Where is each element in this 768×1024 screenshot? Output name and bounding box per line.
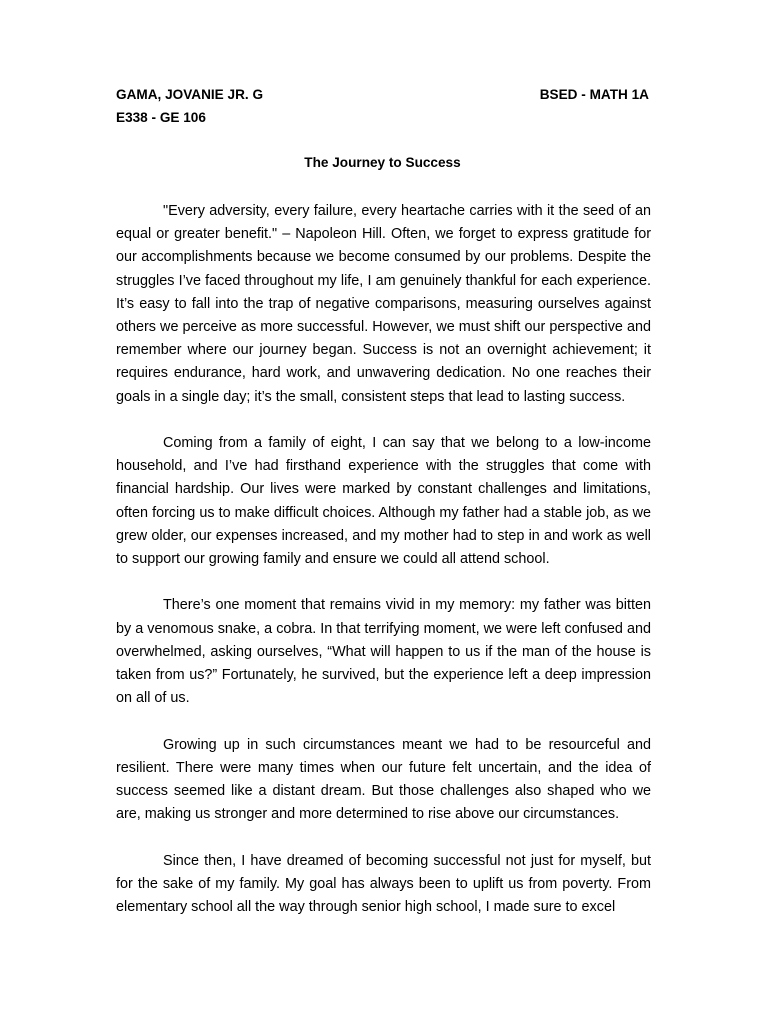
paragraph-2: Coming from a family of eight, I can say that we belong to a low-income household, and I’ve had firsthand experience with the struggles that come with financial hardship. Our lives were marked by constant challenges and limitations, often forcing us to make difficult choices. Although my father had a stable job, as we grew older, our expenses increased, and my mother had to step in and work as well to support our growing family and ensure we could all attend school.: [116, 435, 651, 568]
header-row-2: [116, 110, 649, 126]
course-code: E338 - GE 106: [116, 110, 206, 125]
paragraph-5: Since then, I have dreamed of becoming successful not just for myself, but for the sake of my family. My goal has always been to uplift us from poverty. From elementary school all the way through senior high school, I made sure to excel: [116, 852, 651, 916]
student-name: GAMA, JOVANIE JR. G: [116, 87, 264, 102]
paragraph-3: There’s one moment that remains vivid in my memory: my father was bitten by a venomous snake, a cobra. In that terrifying moment, we were left confused and overwhelmed, asking ourselves, “What will happen to us if the man of the house is taken from us?” Fortunately, he survived, but the experience left a deep impression on all of us.: [116, 597, 651, 707]
program-label: BSED - MATH 1A: [539, 87, 649, 102]
essay-body: [116, 200, 651, 919]
paragraph-4: Growing up in such circumstances meant we had to be resourceful and resilient. There were many times when our future felt uncertain, and the idea of success seemed like a distant dream. But those challenges also shaped who we are, making us stronger and more determined to rise above our circumstances.: [116, 736, 651, 823]
essay-title: The Journey to Success: [304, 155, 461, 170]
header-row-1: [116, 87, 649, 103]
paragraph-1: "Every adversity, every failure, every heartache carries with it the seed of an equal or greater benefit." – Napoleon Hill. Often, we forget to express gratitude for our accomplishments because we become consumed by our problems. Despite the struggles I’ve faced throughout my life, I am genuinely thankful for each experience. It’s easy to fall into the trap of negative comparisons, measuring ourselves against others we perceive as more successful. However, we must shift our perspective and remember where our journey began. Success is not an overnight achievement; it requires endurance, hard work, and unwavering dedication. No one reaches their goals in a single day; it’s the small, consistent steps that lead to lasting success.: [116, 203, 651, 405]
